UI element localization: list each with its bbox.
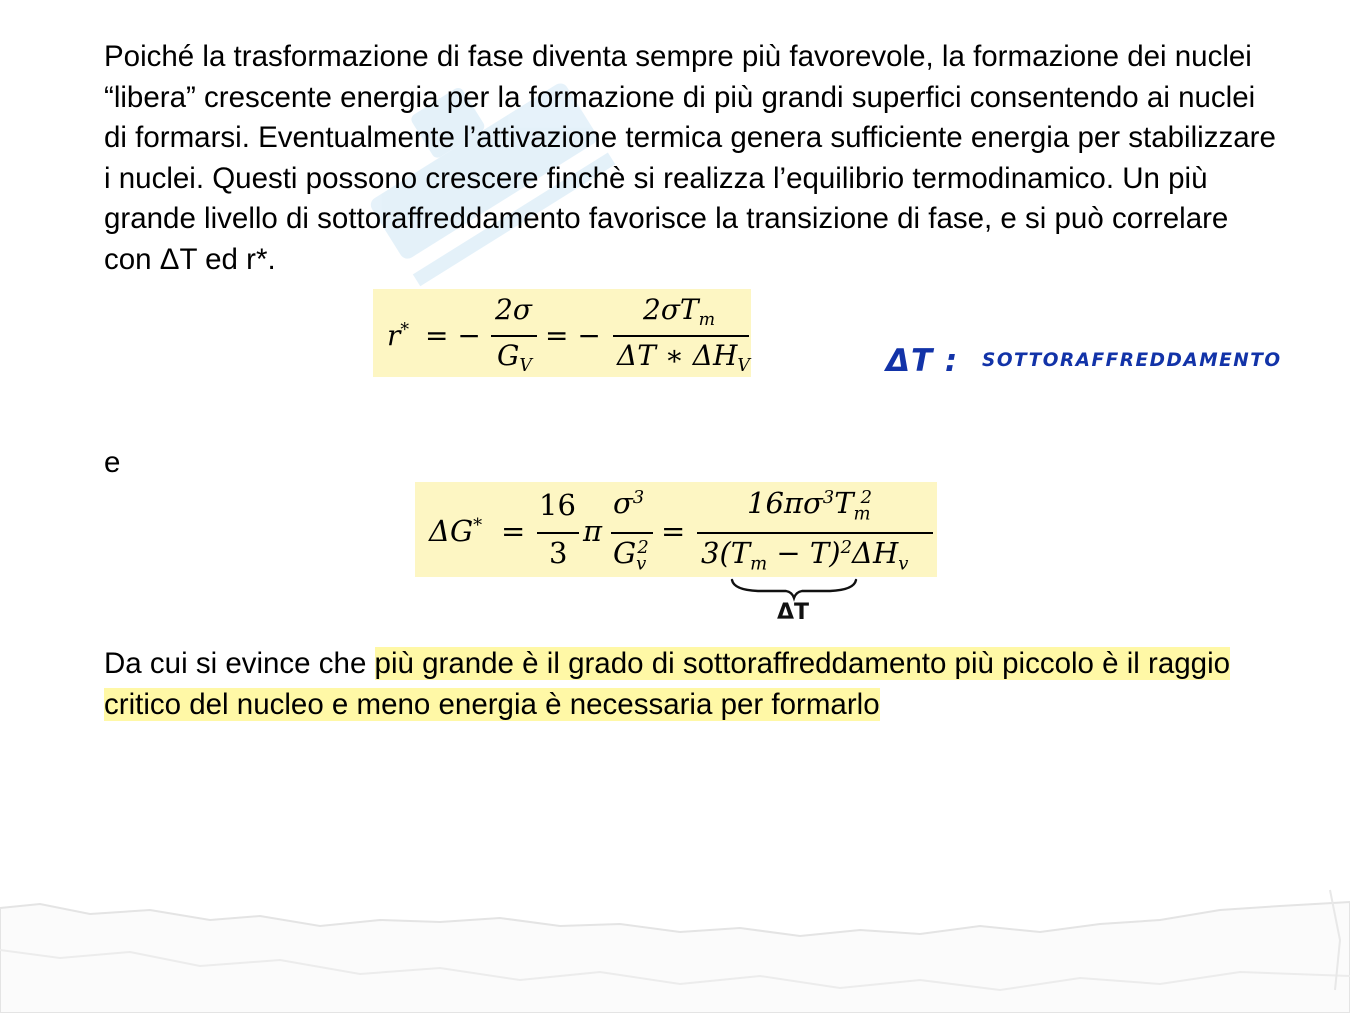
formula1-lhs: r* (387, 319, 410, 352)
formula2-frac3-num: $16\pi\sigma^3T_m^2$ (747, 486, 873, 525)
formula1-eq1: = − (425, 319, 481, 352)
brace-delta-t-label: ΔT (777, 600, 810, 625)
formula1-frac1-den: $G_V$ (497, 339, 532, 377)
formula2-eq1: = (501, 514, 526, 548)
formula1-frac1-num: 2σ (495, 293, 532, 326)
formula2-frac2-den: $G_v^2$ (613, 536, 649, 575)
underbrace (728, 576, 860, 602)
sottoraffreddamento-annotation: SOTTORAFFREDDAMENTO (982, 350, 1282, 371)
critical-radius-formula (373, 289, 751, 377)
conclusion-paragraph (104, 644, 1284, 725)
formula2-frac1-num: 16 (539, 488, 576, 522)
formula2-pi: π (583, 514, 603, 548)
conclusion-prefix: Da cui si evince che (104, 647, 375, 680)
critical-energy-formula (415, 482, 937, 577)
conclusion-highlight: più grande è il grado di sottoraffreddamento più piccolo è il raggio critico del nucleo e meno energia è necessaria per formarlo (104, 647, 1231, 721)
intro-paragraph: Poiché la trasformazione di fase diventa sempre più favorevole, la formazione dei nuclei “libera” crescente energia per la formazione di più grandi superfici consentendo ai nuclei di formarsi. Eventualmente l’attivazione termica genera sufficiente energia per stabilizzare i nuclei. Questi possono crescere finchè si realizza l’equilibrio termodinamico. Un più grande livello di sottoraffreddamento favorisce la transizione di fase, e si può correlare con ΔT ed r*. (104, 40, 1276, 276)
formula1-frac2-den: ΔT ∗ $\Delta H_V$ (617, 339, 750, 377)
formula2-frac2-num: $\sigma^3$ (613, 486, 645, 520)
formula2-frac1-den: 3 (549, 536, 568, 570)
formula1-eq2: = − (545, 319, 601, 352)
delta-t-annotation: ΔT : (886, 343, 959, 379)
torn-paper-decoration (0, 880, 1350, 1013)
connector-text: e (104, 446, 121, 479)
formula2-lhs: ΔG* (429, 514, 483, 548)
formula2-frac3-den: $3(T_m - T)^2\Delta H_v$ (701, 536, 909, 575)
formula1-frac2-num: $2\sigma T_m$ (643, 293, 716, 331)
formula2-eq2: = (661, 514, 686, 548)
